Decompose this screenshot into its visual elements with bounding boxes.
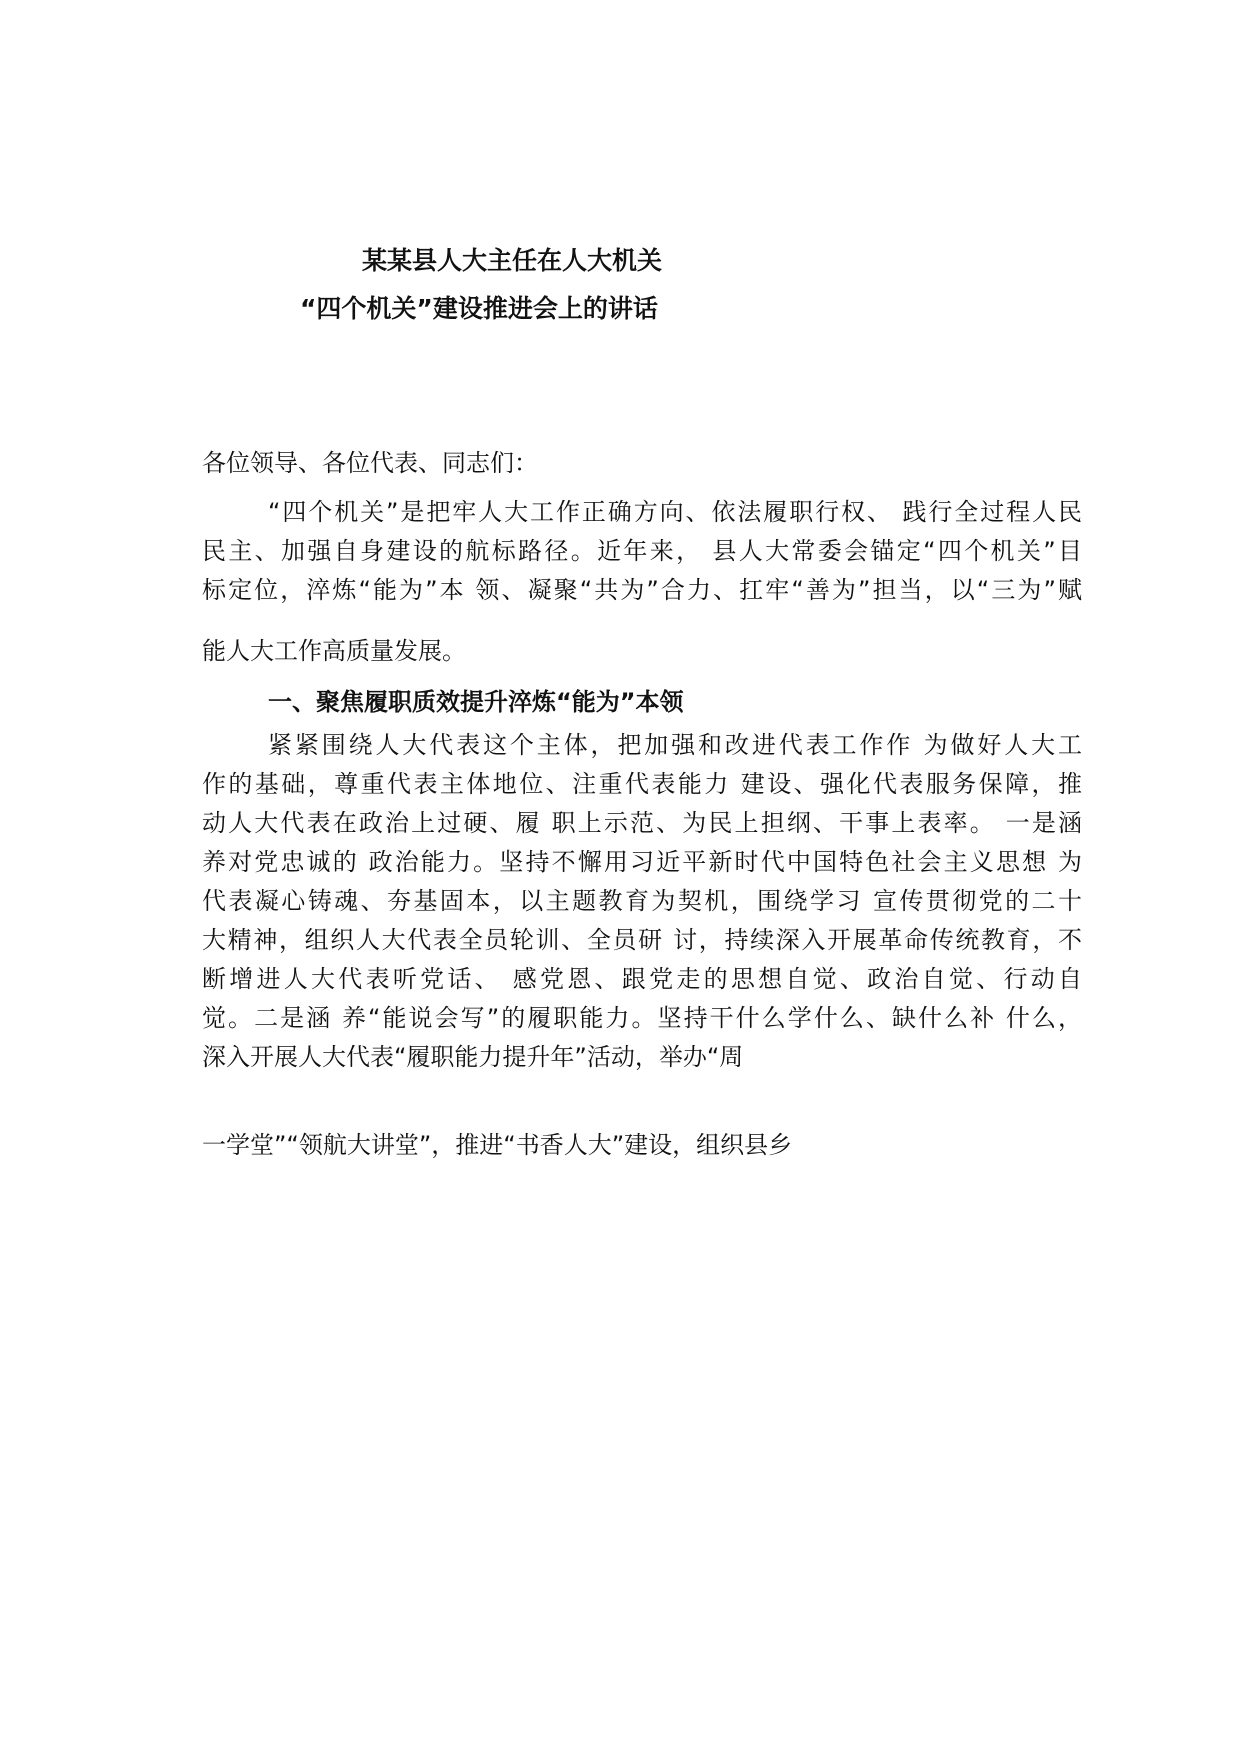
paragraph-1-line: 标定位，淬炼“能为”本 领、凝聚“共为”合力、扛牢“善为”担当，以“三为”赋 bbox=[202, 576, 1082, 604]
paragraph-2-line: 作的基础，尊重代表主体地位、注重代表能力 建设、强化代表服务保障，推 bbox=[202, 770, 1082, 798]
document-title-line-1: 某某县人大主任在人大机关 bbox=[362, 246, 663, 275]
paragraph-2-line: 紧紧围绕人大代表这个主体，把加强和改进代表工作作 为做好人大工 bbox=[268, 731, 1082, 759]
paragraph-2-line: 动人大代表在政治上过硬、履 职上示范、为民上担纲、干事上表率。 一是涵 bbox=[202, 809, 1082, 837]
document-title-line-2: “四个机关”建设推进会上的讲话 bbox=[300, 294, 658, 323]
paragraph-1-tail bbox=[202, 632, 1082, 671]
paragraph-1-line: “四个机关”是把牢人大工作正确方向、依法履职行权、 践行全过程人民 bbox=[268, 498, 1082, 526]
paragraph-2-line: 代表凝心铸魂、夯基固本，以主题教育为契机，围绕学习 宣传贯彻党的二十 bbox=[202, 887, 1082, 915]
paragraph-2-line: 大精神，组织人大代表全员轮训、全员研 讨，持续深入开展革命传统教育，不 bbox=[202, 926, 1082, 954]
paragraph-2-line: 一学堂”“领航大讲堂”，推进“书香人大”建设，组织县乡 bbox=[202, 1131, 793, 1159]
paragraph-1 bbox=[202, 493, 1082, 610]
paragraph-2-line: 深入开展人大代表“履职能力提升年”活动，举办“周 bbox=[202, 1043, 744, 1071]
paragraph-2 bbox=[202, 726, 1082, 1077]
section-1-heading: 一、聚焦履职质效提升淬炼“能为”本领 bbox=[268, 688, 684, 716]
paragraph-2-line: 养对党忠诚的 政治能力。坚持不懈用习近平新时代中国特色社会主义思想 为 bbox=[202, 848, 1082, 876]
paragraph-2-tail bbox=[202, 1126, 1082, 1165]
paragraph-2-line: 断增进人大代表听党话、 感党恩、跟党走的思想自觉、政治自觉、行动自 bbox=[202, 965, 1082, 993]
paragraph-1-line: 民主、加强自身建设的航标路径。近年来， 县人大常委会锚定“四个机关”目 bbox=[202, 537, 1082, 565]
greeting: 各位领导、各位代表、同志们： bbox=[202, 449, 538, 477]
paragraph-2-line: 觉。二是涵 养“能说会写”的履职能力。坚持干什么学什么、缺什么补 什么， bbox=[202, 1004, 1082, 1032]
paragraph-1-line: 能人大工作高质量发展。 bbox=[202, 637, 466, 665]
